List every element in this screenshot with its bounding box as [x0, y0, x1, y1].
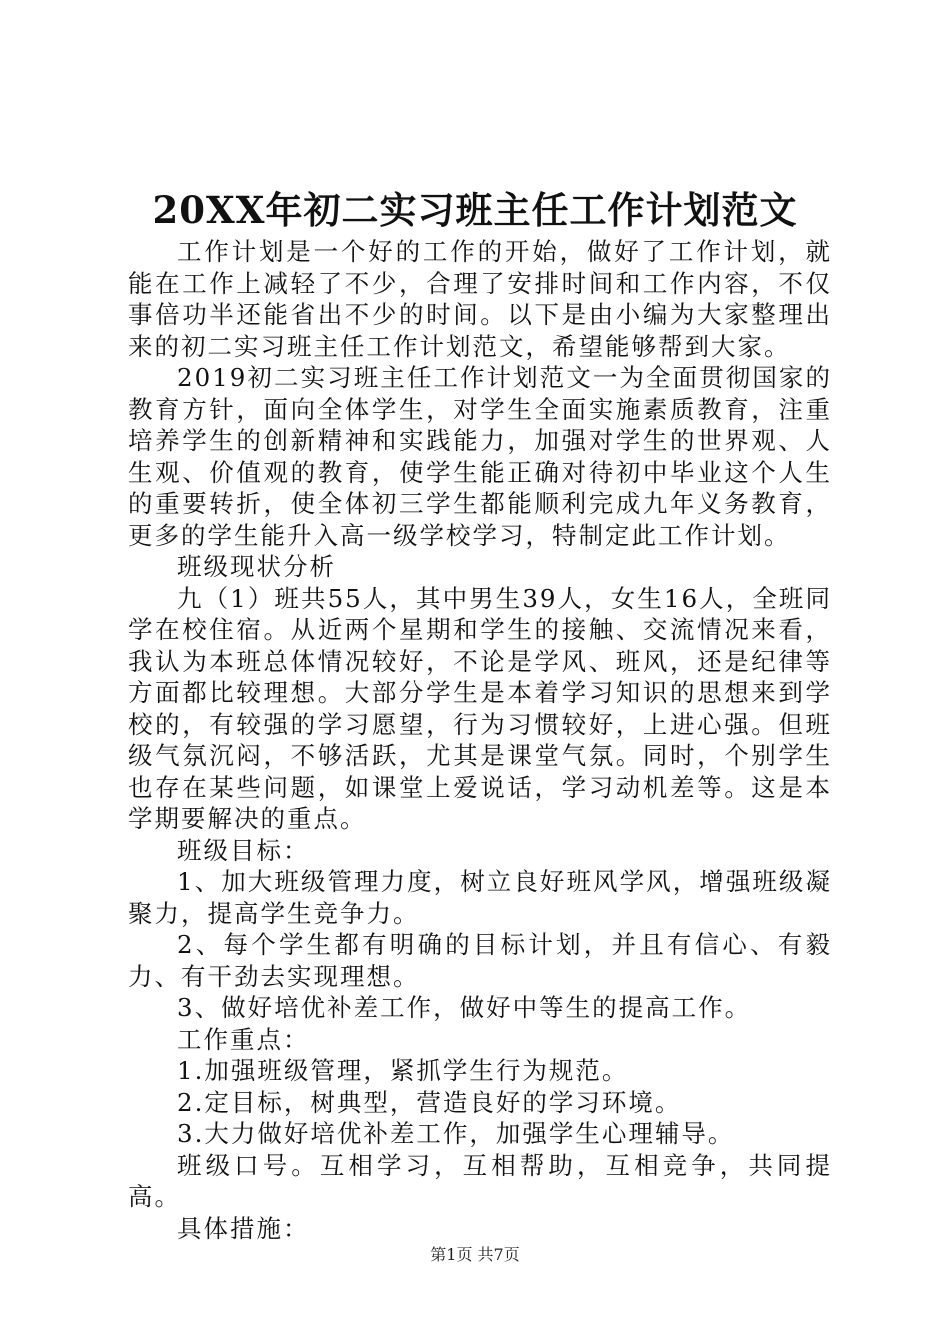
paragraph-purpose: 2019初二实习班主任工作计划范文一为全面贯彻国家的教育方针，面向全体学生，对学生全面实施素质教育，注重培养学生的创新精神和实践能力，加强对学生的世界观、人生观、价值观的教育，使学生能正确对待初中毕业这个人生的重要转折，使全体初三学生都能顺利完成九年义务教育，更多的学生能升入高一级学校学习，特制定此工作计划。 [128, 363, 832, 550]
section-heading-class-goals: 班级目标： [177, 835, 310, 865]
document-title: 20XX年初二实习班主任工作计划范文 [152, 188, 798, 232]
paragraph-intro: 工作计划是一个好的工作的开始，做好了工作计划，就能在工作上减轻了不少，合理了安排时间和工作内容，不仅事倍功半还能省出不少的时间。以下是由小编为大家整理出来的初二实习班主任工作计划范文，希望能够帮到大家。 [128, 237, 832, 361]
focus-item-3: 3.大力做好培优补差工作，加强学生心理辅导。 [177, 1119, 735, 1148]
focus-item-2: 2.定目标，树典型，营造良好的学习环境。 [177, 1087, 682, 1117]
paragraph-class-status: 九（1）班共55人，其中男生39人，女生16人，全班同学在校住宿。从近两个星期和学生的接触、交流情况来看，我认为本班总体情况较好，不论是学风、班风，还是纪律等方面都比较理想。大部分学生是本着学习知识的思想来到学校的，有较强的学习愿望，行为习惯较好，上进心强。但班级气氛沉闷，不够活跃，尤其是课堂气氛。同时，个别学生也存在某些问题，如课堂上爱说话，学习动机差等。这是本学期要解决的重点。 [128, 583, 832, 833]
document-body [128, 236, 832, 1244]
focus-item-1: 1.加强班级管理，紧抓学生行为规范。 [177, 1056, 629, 1085]
class-slogan: 班级口号。互相学习，互相帮助，互相竞争，共同提高。 [128, 1150, 832, 1211]
goal-item-1: 1、加大班级管理力度，树立良好班风学风，增强班级凝聚力，提高学生竞争力。 [128, 867, 832, 928]
page-number-footer: 第1页 共7页 [430, 1245, 520, 1264]
section-heading-measures: 具体措施： [177, 1213, 310, 1243]
section-heading-class-status: 班级现状分析 [177, 552, 336, 581]
goal-item-2: 2、每个学生都有明确的目标计划，并且有信心、有毅力、有干劲去实现理想。 [128, 930, 832, 991]
goal-item-3: 3、做好培优补差工作，做好中等生的提高工作。 [177, 993, 752, 1022]
section-heading-work-focus: 工作重点： [177, 1024, 310, 1054]
